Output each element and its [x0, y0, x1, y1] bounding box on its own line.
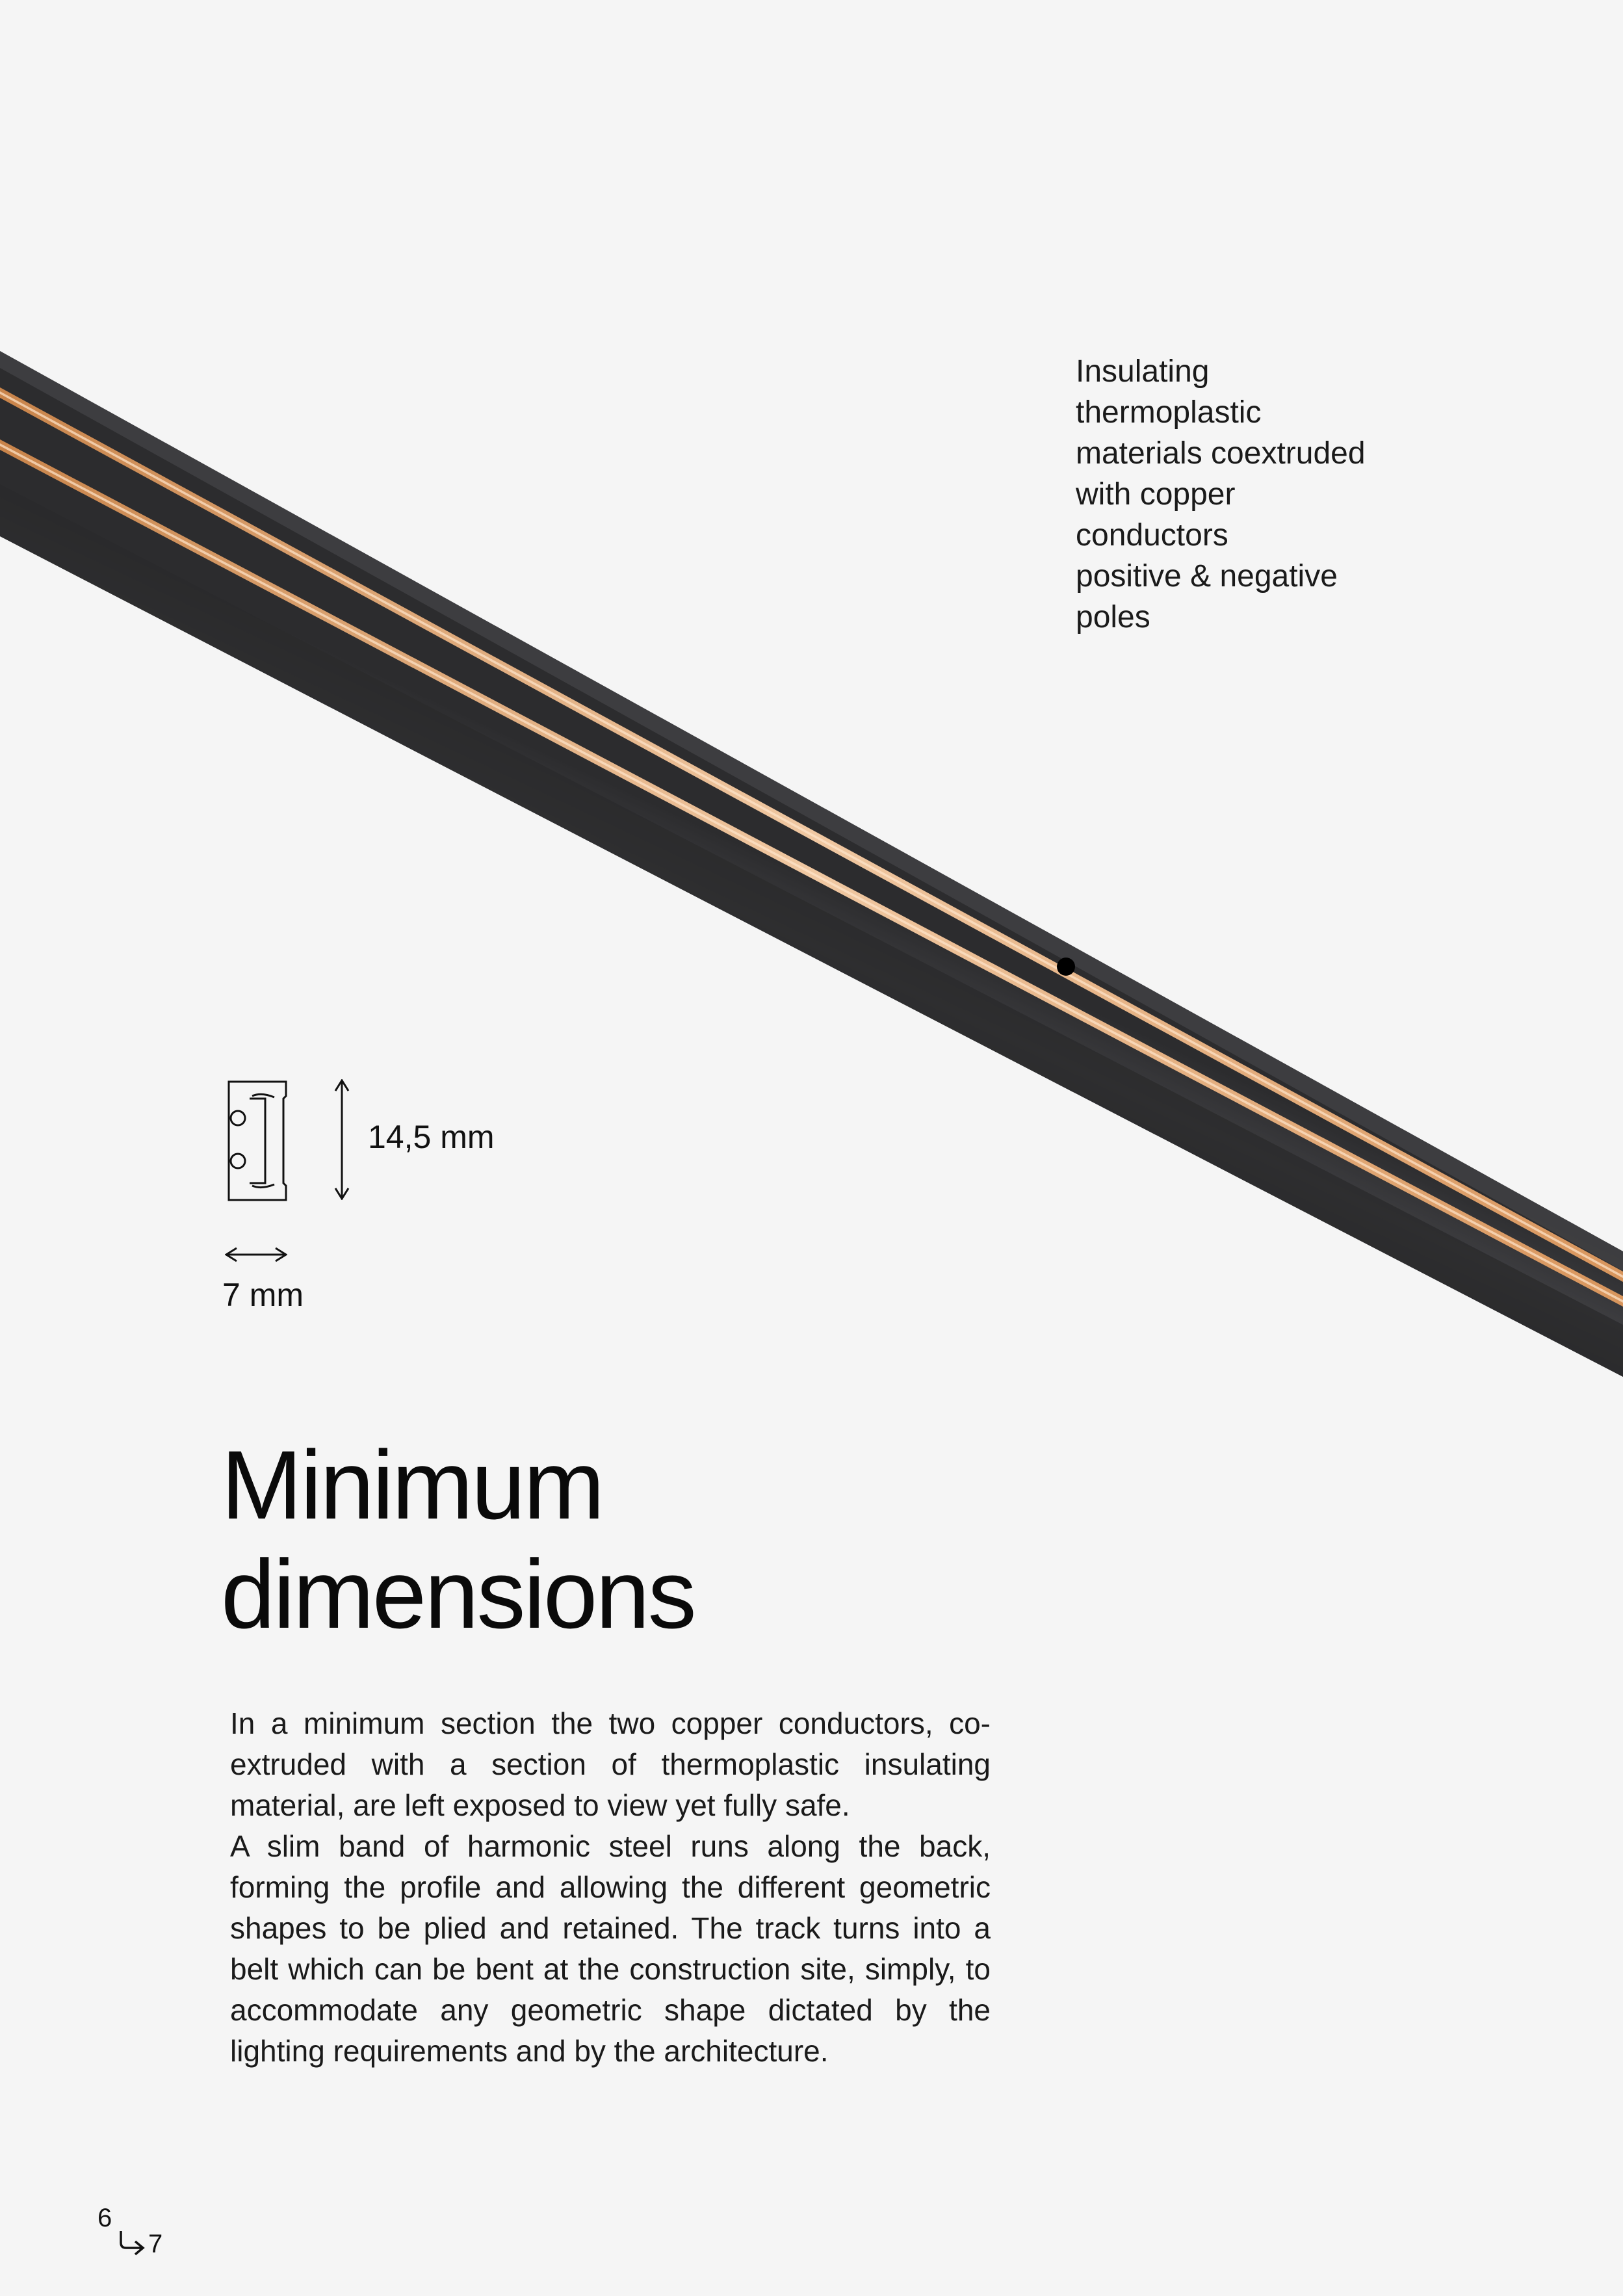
title-line-1: Minimum: [221, 1430, 603, 1539]
annotation-line: conductors: [1076, 518, 1228, 553]
body-paragraph-1: In a minimum section the two copper conductors, co-extruded with a section of thermoplastic insulating material, are left exposed to view yet fully safe.: [230, 1706, 991, 1822]
annotation-line: positive & negative: [1076, 559, 1338, 594]
body-text: [230, 1703, 991, 2072]
page-number-right: 7: [148, 2230, 163, 2258]
annotation-line: Insulating: [1076, 354, 1210, 389]
annotation-line: materials coextruded: [1076, 436, 1366, 471]
annotation-line: thermoplastic: [1076, 395, 1262, 430]
annotation-line: with copper: [1076, 477, 1236, 512]
width-arrow-icon: [225, 1243, 287, 1266]
title-line-2: dimensions: [221, 1539, 695, 1649]
track-cross-section-icon: [226, 1079, 291, 1204]
height-arrow-icon: [330, 1079, 354, 1200]
page-turn-arrow-icon: [116, 2228, 147, 2258]
width-dimension-label: 7 mm: [222, 1277, 304, 1313]
annotation-line: poles: [1076, 600, 1150, 634]
callout-dot-icon: [1057, 958, 1075, 976]
conductor-annotation: [1076, 351, 1414, 638]
height-dimension-label: 14,5 mm: [368, 1119, 495, 1155]
body-paragraph-2: A slim band of harmonic steel runs along the back, forming the profile and allowing the different geometric shapes to be plied and retained. The track turns into a belt which can be bent at the construction site, simply, to accommodate any geometric shape dictated by the lighting requirements and by the architecture.: [230, 1829, 991, 2068]
page-number-left: 6: [97, 2204, 112, 2232]
page-title: [221, 1430, 695, 1649]
